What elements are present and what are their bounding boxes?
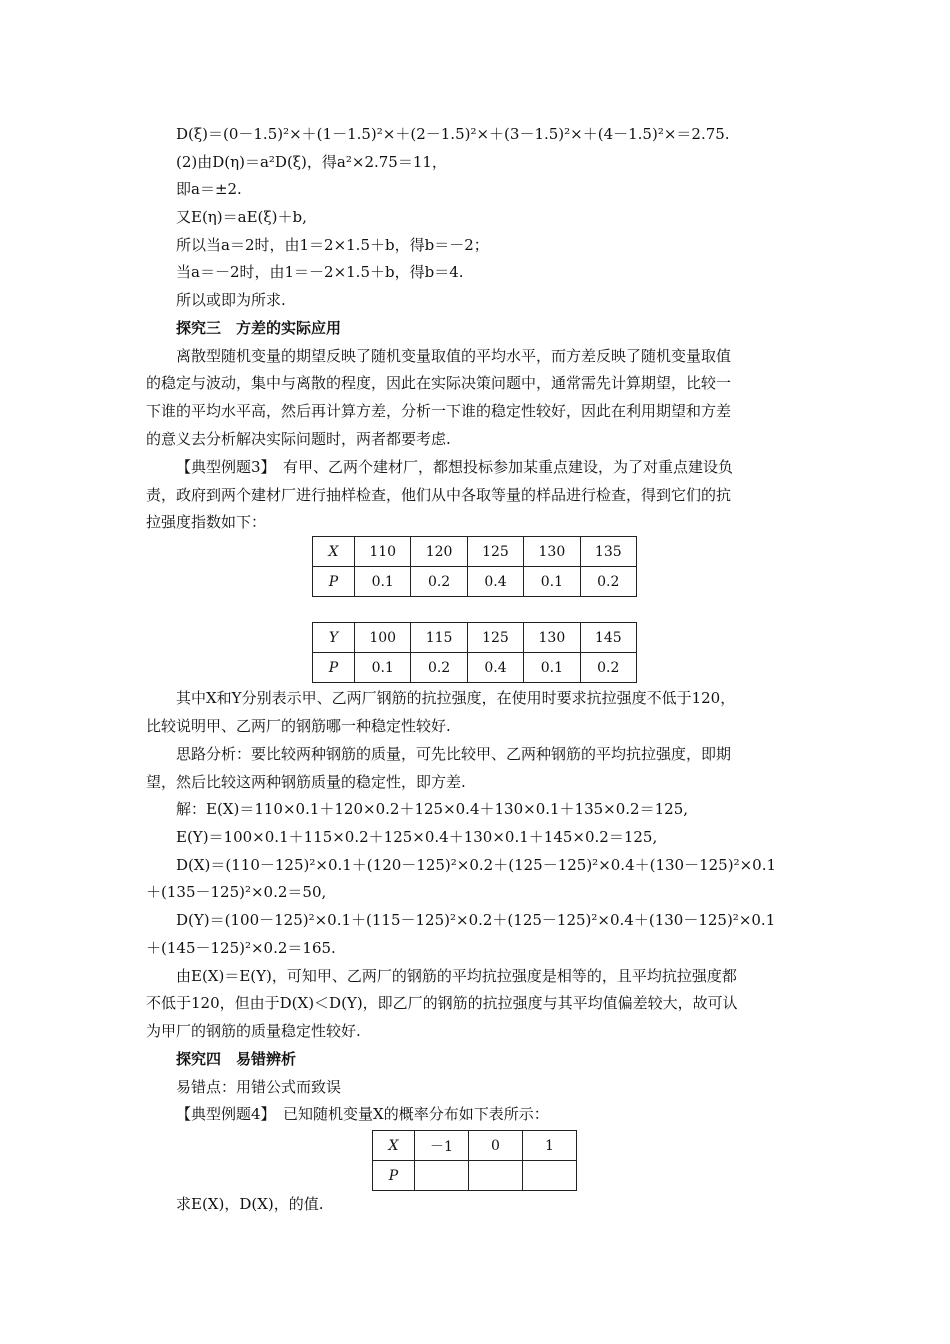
table-cell: 0.1 xyxy=(355,567,411,597)
table-cell: 130 xyxy=(524,623,580,653)
conclusion-line: 所以或即为所求. xyxy=(176,291,286,309)
table-cell: 1 xyxy=(523,1131,577,1161)
solution-line: 由E(X)＝E(Y)，可知甲、乙两厂的钢筋的平均抗拉强度是相等的，且平均抗拉强度都 xyxy=(176,967,737,985)
section-heading-4: 探究四 易错辨析 xyxy=(176,1050,297,1068)
table-cell: 100 xyxy=(355,623,411,653)
table-cell: 110 xyxy=(355,537,411,567)
table-row xyxy=(313,653,637,683)
solution-line: ＋(135－125)²×0.2＝50, xyxy=(146,883,327,901)
table-cell: P xyxy=(313,653,355,683)
table-cell: 0.4 xyxy=(467,653,523,683)
paragraph-line: 下谁的平均水平高，然后再计算方差，分析一下谁的稳定性较好，因此在利用期望和方差 xyxy=(146,402,732,420)
expectation-eta-line: 又E(η)＝aE(ξ)＋b, xyxy=(176,208,307,226)
table-cell: 0 xyxy=(469,1131,523,1161)
table-cell xyxy=(415,1161,469,1191)
section-heading-3: 探究三 方差的实际应用 xyxy=(176,319,342,337)
table-cell: 0.4 xyxy=(467,567,523,597)
paragraph-line: 的稳定与波动，集中与离散的程度，因此在实际决策问题中，通常需先计算期望，比较一 xyxy=(146,374,732,392)
solution-line: D(X)＝(110－125)²×0.1＋(120－125)²×0.2＋(125－125)²×0.4＋(130－125)²×0.1 xyxy=(176,856,777,874)
table-cell: X xyxy=(313,537,355,567)
case-a-positive-line: 所以当a＝2时，由1＝2×1.5＋b，得b＝－2； xyxy=(176,236,489,254)
solution-line: D(Y)＝(100－125)²×0.1＋(115－125)²×0.2＋(125－125)²×0.4＋(130－125)²×0.1 xyxy=(176,911,776,929)
case-a-negative-line: 当a＝－2时，由1＝－2×1.5＋b，得b＝4. xyxy=(176,263,464,281)
example-3-line: 【典型例题3】 有甲、乙两个建材厂，都想投标参加某重点建设，为了对重点建设负 xyxy=(176,458,734,476)
solution-line: E(Y)＝100×0.1＋115×0.2＋125×0.4＋130×0.1＋145×0.2＝125, xyxy=(176,828,658,846)
table-cell: 120 xyxy=(411,537,467,567)
table-cell xyxy=(523,1161,577,1191)
solution-line: 解：E(X)＝110×0.1＋120×0.2＋125×0.4＋130×0.1＋135×0.2＝125, xyxy=(176,800,689,818)
table-cell: 145 xyxy=(580,623,636,653)
table-cell: 135 xyxy=(580,537,636,567)
paragraph-line: 的意义去分析解决实际问题时，两者都要考虑. xyxy=(146,430,451,448)
example-4-line: 【典型例题4】 已知随机变量X的概率分布如下表所示： xyxy=(176,1105,549,1123)
solution-line: 为甲厂的钢筋的质量稳定性较好. xyxy=(146,1022,361,1040)
table-cell: 130 xyxy=(524,537,580,567)
table-row xyxy=(313,537,637,567)
thinking-analysis-line: 望，然后比较这两种钢筋质量的稳定性，即方差. xyxy=(146,773,466,791)
table-cell: P xyxy=(313,567,355,597)
example-3-line: 拉强度指数如下： xyxy=(146,513,267,531)
a-value-line: 即a＝±2. xyxy=(176,180,242,198)
table-cell: 0.2 xyxy=(580,567,636,597)
paragraph-line: 其中X和Y分别表示甲、乙两厂钢筋的抗拉强度，在使用时要求抗拉强度不低于120， xyxy=(176,689,736,707)
question-line: 求E(X)，D(X)，的值. xyxy=(176,1195,324,1213)
table-cell: 125 xyxy=(467,537,523,567)
table-cell: 0.2 xyxy=(411,653,467,683)
part2-line: (2)由D(η)＝a²D(ξ)，得a²×2.75＝11， xyxy=(176,153,447,171)
table-row xyxy=(373,1161,577,1191)
solution-line: 不低于120，但由于D(X)＜D(Y)，即乙厂的钢筋的抗拉强度与其平均值偏差较大，故可认 xyxy=(146,994,738,1012)
table-cell: 0.1 xyxy=(355,653,411,683)
table-cell: －1 xyxy=(415,1131,469,1161)
table-row xyxy=(313,623,637,653)
table-cell: Y xyxy=(313,623,355,653)
paragraph-line: 比较说明甲、乙两厂的钢筋哪一种稳定性较好. xyxy=(146,717,451,735)
solution-line: ＋(145－125)²×0.2＝165. xyxy=(146,939,336,957)
distribution-table-4 xyxy=(372,1130,577,1191)
table-cell: 115 xyxy=(411,623,467,653)
table-cell: 0.1 xyxy=(524,567,580,597)
table-row xyxy=(373,1131,577,1161)
thinking-analysis-line: 思路分析：要比较两种钢筋的质量，可先比较甲、乙两种钢筋的平均抗拉强度，即期 xyxy=(176,745,732,763)
variance-xi-line: D(ξ)＝(0－1.5)²×＋(1－1.5)²×＋(2－1.5)²×＋(3－1.5)²×＋(4－1.5)²×＝2.75. xyxy=(176,125,730,143)
distribution-table-x xyxy=(312,536,637,597)
table-cell xyxy=(469,1161,523,1191)
example-3-line: 责，政府到两个建材厂进行抽样检查，他们从中各取等量的样品进行检查，得到它们的抗 xyxy=(146,486,732,504)
paragraph-line: 离散型随机变量的期望反映了随机变量取值的平均水平，而方差反映了随机变量取值 xyxy=(176,347,732,365)
table-cell: 0.2 xyxy=(580,653,636,683)
table-cell: 125 xyxy=(467,623,523,653)
error-point-line: 易错点：用错公式而致误 xyxy=(176,1078,342,1096)
distribution-table-y xyxy=(312,622,637,683)
table-cell: X xyxy=(373,1131,415,1161)
table-cell: P xyxy=(373,1161,415,1191)
table-cell: 0.2 xyxy=(411,567,467,597)
table-row xyxy=(313,567,637,597)
table-cell: 0.1 xyxy=(524,653,580,683)
